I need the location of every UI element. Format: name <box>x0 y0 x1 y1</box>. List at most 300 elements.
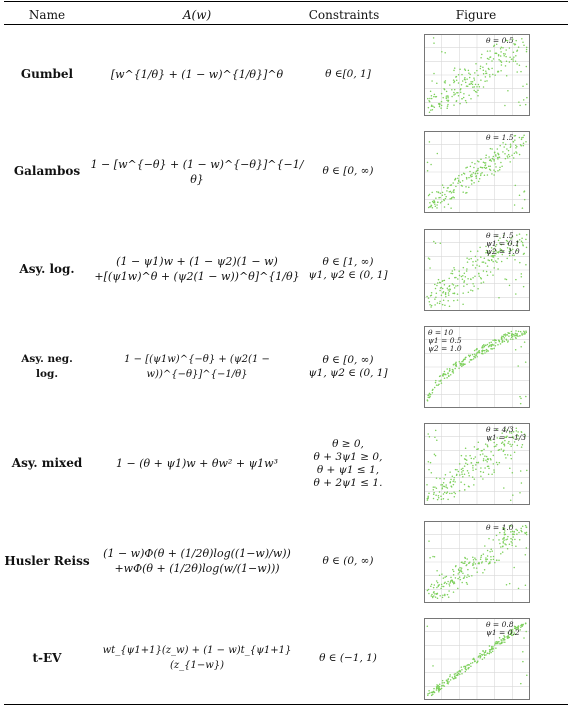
scatter-point <box>434 106 436 108</box>
scatter-point <box>439 687 441 689</box>
scatter-point <box>488 474 490 476</box>
scatter-point <box>461 669 463 671</box>
scatter-point <box>523 45 525 47</box>
scatter-point <box>485 654 487 656</box>
scatter-point <box>503 639 505 641</box>
scatter-point <box>479 86 481 88</box>
scatter-point <box>452 481 454 483</box>
scatter-point <box>523 145 525 147</box>
scatter-point <box>484 657 486 659</box>
scatter-point <box>478 351 480 353</box>
scatter-point <box>462 562 464 564</box>
scatter-point <box>452 369 454 371</box>
scatter-point <box>493 159 495 161</box>
scatter-point <box>448 292 450 294</box>
scatter-point <box>448 590 450 592</box>
scatter-point <box>520 71 522 73</box>
scatter-point <box>463 576 465 578</box>
scatter-point <box>436 688 438 690</box>
scatter-point <box>450 479 452 481</box>
scatter-point <box>499 542 501 544</box>
scatter-point <box>514 205 516 207</box>
scatter-point <box>501 166 503 168</box>
scatter-point <box>503 451 505 453</box>
copula-name: Gumbel <box>20 67 74 82</box>
scatter-point <box>511 155 512 157</box>
scatter-point <box>509 543 511 545</box>
scatter-point <box>475 267 477 269</box>
scatter-point <box>474 79 476 81</box>
scatter-point <box>464 363 466 365</box>
scatter-point <box>497 258 499 260</box>
scatter-point <box>439 683 441 685</box>
scatter-point <box>464 77 466 79</box>
scatter-point <box>427 399 429 401</box>
scatter-point <box>457 178 459 180</box>
scatter-point <box>507 156 509 158</box>
scatter-point <box>473 167 475 169</box>
scatter-point <box>508 332 510 334</box>
scatter-point <box>495 647 497 649</box>
scatter-point <box>456 674 458 676</box>
scatter-point <box>472 465 474 467</box>
scatter-point <box>438 278 440 280</box>
scatter-point <box>491 68 493 70</box>
scatter-point <box>430 109 432 111</box>
scatter-point <box>475 255 477 257</box>
scatter-point <box>444 593 446 595</box>
row-constraints <box>304 26 392 123</box>
scatter-point <box>487 652 489 654</box>
scatter-point <box>465 357 467 359</box>
scatter-point <box>475 260 477 262</box>
scatter-point <box>489 259 491 261</box>
scatter-point <box>470 354 472 356</box>
scatter-point <box>472 283 474 285</box>
scatter-point <box>505 49 507 51</box>
scatter-point <box>447 679 449 681</box>
scatter-point <box>453 267 455 269</box>
scatter-point <box>476 86 478 88</box>
scatter-point <box>483 73 485 75</box>
scatter-point <box>473 484 475 486</box>
scatter-point <box>444 581 446 583</box>
scatter-point <box>499 531 501 533</box>
scatter-point <box>472 81 474 83</box>
scatter-point <box>473 356 475 358</box>
scatter-point <box>473 558 475 560</box>
row-formula <box>90 513 304 610</box>
scatter-point <box>465 671 467 673</box>
scatter-point <box>429 101 431 103</box>
scatter-point <box>488 468 490 470</box>
scatter-point <box>453 190 455 192</box>
scatter-point <box>515 545 517 547</box>
scatter-point <box>460 88 462 90</box>
scatter-point <box>477 95 479 97</box>
scatter-point <box>515 528 517 530</box>
scatter-point <box>460 364 462 366</box>
scatter-point <box>450 374 452 376</box>
scatter-point <box>458 95 460 97</box>
scatter-point <box>446 97 448 99</box>
scatter-point <box>466 85 468 87</box>
scatter-point <box>499 145 501 147</box>
scatter-point <box>517 365 519 367</box>
scatter-point <box>483 653 485 655</box>
scatter-point <box>454 368 456 370</box>
scatter-point <box>474 660 476 662</box>
scatter-point <box>482 571 484 573</box>
scatter-point <box>449 191 451 193</box>
scatter-point <box>443 88 445 90</box>
scatter-point <box>505 56 507 58</box>
scatter-point <box>427 694 429 696</box>
scatter-point <box>484 257 486 259</box>
scatter-point <box>517 445 519 447</box>
scatter-point <box>481 352 483 354</box>
scatter-point <box>518 531 520 533</box>
scatter-point <box>520 403 522 405</box>
scatter-point <box>522 244 524 246</box>
scatter-point <box>485 444 487 446</box>
scatter-point <box>451 185 453 187</box>
scatter-point <box>506 60 508 62</box>
scatter-point <box>522 137 524 139</box>
scatter-point <box>473 358 475 360</box>
scatter-point <box>472 264 474 266</box>
scatter-point <box>469 83 471 85</box>
scatter-point <box>499 157 501 159</box>
scatter-point <box>481 167 483 169</box>
scatter-point <box>454 179 456 181</box>
scatter-point <box>465 557 467 559</box>
scatter-point <box>483 162 485 164</box>
scatter-point <box>447 187 449 189</box>
scatter-point <box>518 101 520 103</box>
scatter-point <box>503 539 505 541</box>
scatter-point <box>454 67 456 69</box>
scatter-point <box>510 146 512 148</box>
scatter-point <box>500 643 502 645</box>
scatter-point <box>477 75 479 77</box>
scatter-point <box>450 679 452 681</box>
scatter-point <box>446 493 448 495</box>
scatter-point <box>510 541 512 543</box>
scatter-point <box>434 692 436 694</box>
scatter-point <box>472 470 474 472</box>
scatter-point <box>484 175 486 177</box>
header-figure: Figure <box>455 8 497 22</box>
scatter-point <box>443 299 445 301</box>
scatter-point <box>502 341 504 343</box>
scatter-point <box>521 530 523 532</box>
scatter-point <box>434 437 436 439</box>
scatter-point <box>433 498 435 500</box>
scatter-point <box>521 38 523 40</box>
scatter-point <box>449 370 451 372</box>
scatter-point <box>515 278 517 280</box>
scatter-point <box>526 470 528 472</box>
header-aw: A(w) <box>182 8 212 22</box>
scatter-point <box>429 206 431 208</box>
scatter-point <box>476 178 478 180</box>
scatter-point <box>490 548 492 550</box>
scatter-point <box>497 149 499 151</box>
scatter-point <box>463 281 465 283</box>
scatter-point <box>434 556 436 558</box>
scatter-point <box>459 474 461 476</box>
scatter-point <box>453 92 455 94</box>
scatter-point <box>439 302 441 304</box>
scatter-point <box>500 553 502 555</box>
scatter-point <box>453 197 455 199</box>
scatter-point <box>504 105 506 107</box>
scatter-point <box>498 641 500 643</box>
scatter-point <box>453 79 455 81</box>
scatter-point <box>493 469 495 471</box>
scatter-point <box>496 534 498 536</box>
scatter-point <box>454 496 456 498</box>
scatter-point <box>431 304 433 306</box>
scatter-point <box>452 270 454 272</box>
scatter-point <box>523 252 525 254</box>
scatter-point <box>452 292 454 294</box>
scatter-point <box>483 472 485 474</box>
scatter-point <box>511 542 513 544</box>
scatter-point <box>459 463 461 465</box>
scatter-point <box>442 486 444 488</box>
scatter-point <box>505 533 507 535</box>
scatter-point <box>441 382 443 384</box>
scatter-point <box>488 157 490 159</box>
constraint-line: θ ∈ [0, ∞) <box>322 165 374 178</box>
row-constraints <box>304 221 392 318</box>
scatter-point <box>480 256 482 258</box>
scatter-point <box>519 396 521 398</box>
scatter-point <box>462 186 464 188</box>
scatter-point <box>431 95 433 97</box>
scatter-point <box>512 539 514 541</box>
scatter-point <box>509 47 511 49</box>
scatter-point <box>525 631 527 633</box>
scatter-point <box>458 367 460 369</box>
scatter-point <box>448 596 450 598</box>
scatter-point <box>429 394 431 396</box>
scatter-point <box>454 287 456 289</box>
scatter-point <box>489 645 491 647</box>
scatter-point <box>521 139 523 141</box>
scatter-point <box>459 670 461 672</box>
scatter-point <box>454 481 456 483</box>
scatter-point <box>466 177 468 179</box>
scatter-point <box>496 261 498 263</box>
scatter-point <box>514 140 516 142</box>
scatter-point <box>436 191 438 193</box>
scatter-point <box>457 573 459 575</box>
scatter-point <box>504 641 506 643</box>
scatter-point <box>503 55 505 57</box>
scatter-point <box>487 344 489 346</box>
scatter-point <box>475 176 477 178</box>
copula-name: t-EV <box>32 650 62 665</box>
scatter-point <box>445 484 447 486</box>
scatter-point <box>493 455 495 457</box>
scatter-point <box>468 664 470 666</box>
scatter-point <box>450 576 452 578</box>
scatter-point <box>518 625 520 627</box>
scatter-point <box>455 186 457 188</box>
scatter-point <box>501 339 503 341</box>
scatter-point <box>444 377 446 379</box>
scatter-point <box>490 652 492 654</box>
scatter-point <box>500 60 502 62</box>
scatter-point <box>462 303 464 305</box>
scatter-point <box>510 144 512 146</box>
scatter-point <box>485 560 487 562</box>
scatter-point <box>462 278 464 280</box>
scatter-point <box>459 566 461 568</box>
scatter-point <box>461 469 463 471</box>
scatter-point <box>466 558 468 560</box>
scatter-point <box>442 596 444 598</box>
scatter-point <box>456 469 458 471</box>
scatter-point <box>482 453 484 455</box>
scatter-point <box>452 283 454 285</box>
scatter-point <box>490 56 492 58</box>
scatter-point <box>437 597 439 599</box>
scatter-point <box>444 279 446 281</box>
scatter-point <box>469 455 471 457</box>
scatter-point <box>519 629 521 631</box>
scatter-point <box>464 474 466 476</box>
scatter-point <box>429 556 431 558</box>
scatter-point <box>457 671 459 673</box>
scatter-point <box>440 496 442 498</box>
scatter-point <box>436 205 438 207</box>
scatter-point <box>464 458 466 460</box>
scatter-point <box>498 643 500 645</box>
scatter-point <box>504 153 506 155</box>
scatter-point <box>473 285 475 287</box>
scatter-point <box>439 595 441 597</box>
scatter-point <box>490 459 492 461</box>
row-figure-scatterplot <box>424 229 530 311</box>
scatter-point <box>459 576 461 578</box>
scatter-point <box>489 653 491 655</box>
scatter-point <box>450 581 452 583</box>
scatter-point <box>489 76 491 78</box>
scatter-point <box>520 144 522 146</box>
scatter-point <box>519 538 521 540</box>
scatter-point <box>428 461 430 463</box>
scatter-point <box>444 82 446 84</box>
scatter-point <box>434 454 436 456</box>
scatter-point <box>430 91 432 93</box>
scatter-point <box>511 333 513 335</box>
scatter-point <box>429 112 431 114</box>
scatter-point <box>463 285 465 287</box>
scatter-point <box>448 285 450 287</box>
scatter-point <box>434 487 436 489</box>
scatter-point <box>485 460 487 462</box>
scatter-point <box>526 83 528 85</box>
scatter-point <box>510 446 512 448</box>
scatter-point <box>516 430 518 432</box>
scatter-point <box>525 524 527 526</box>
scatter-point <box>450 198 452 200</box>
scatter-point <box>473 182 475 184</box>
scatter-point <box>441 499 443 501</box>
scatter-point <box>494 339 496 341</box>
scatter-point <box>433 688 435 690</box>
scatter-point <box>460 569 462 571</box>
scatter-point <box>516 335 518 337</box>
scatter-point <box>457 577 459 579</box>
scatter-point <box>441 51 443 53</box>
copula-name: Asy. mixed <box>11 456 83 471</box>
scatter-point <box>478 272 480 274</box>
scatter-point <box>438 495 440 497</box>
scatter-point <box>482 351 484 353</box>
scatter-point <box>465 564 467 566</box>
scatter-point <box>521 447 523 449</box>
scatter-point <box>502 638 504 640</box>
scatter-point <box>487 558 489 560</box>
scatter-point <box>480 454 482 456</box>
scatter-point <box>512 533 514 535</box>
scatter-point <box>470 278 472 280</box>
scatter-point <box>488 346 490 348</box>
scatter-point <box>498 54 500 56</box>
scatter-point <box>456 92 458 94</box>
scatter-point <box>461 455 463 457</box>
scatter-point <box>447 96 449 98</box>
scatter-point <box>498 59 500 61</box>
scatter-point <box>486 351 488 353</box>
scatter-point <box>427 500 429 502</box>
scatter-point <box>459 103 461 105</box>
scatter-point <box>447 682 449 684</box>
scatter-point <box>461 98 463 100</box>
scatter-point <box>440 193 442 195</box>
scatter-point <box>431 294 433 296</box>
scatter-point <box>512 338 514 340</box>
scatter-point <box>505 158 507 160</box>
scatter-point <box>503 147 505 149</box>
scatter-point <box>475 91 477 93</box>
scatter-point <box>511 544 513 546</box>
scatter-point <box>451 493 453 495</box>
scatter-point <box>479 178 481 180</box>
scatter-point <box>444 685 446 687</box>
formula-line: [w^{1/θ} + (1 − w)^{1/θ}]^θ <box>110 68 284 82</box>
scatter-point <box>436 580 438 582</box>
scatter-point <box>504 454 506 456</box>
scatter-point <box>483 553 485 555</box>
scatter-point <box>456 100 458 102</box>
scatter-point <box>462 192 464 194</box>
scatter-point <box>439 491 441 493</box>
scatter-point <box>474 86 476 88</box>
scatter-point <box>467 278 469 280</box>
scatter-point <box>478 350 480 352</box>
scatter-point <box>466 581 468 583</box>
scatter-point <box>433 487 435 489</box>
scatter-point <box>428 588 430 590</box>
scatter-point <box>444 207 446 209</box>
scatter-point <box>507 341 509 343</box>
